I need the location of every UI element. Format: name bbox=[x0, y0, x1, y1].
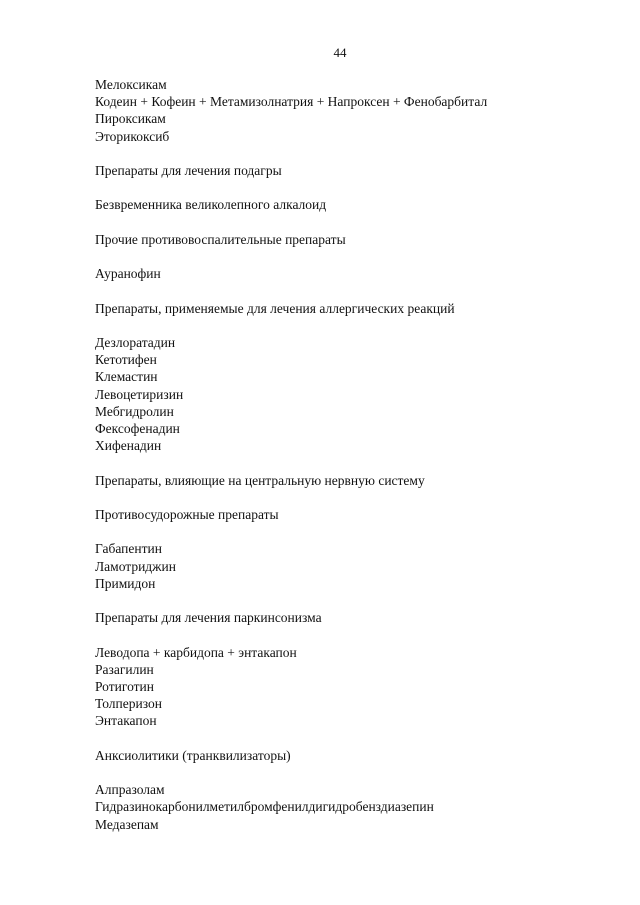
text-line: Дезлоратадин bbox=[95, 334, 176, 350]
paragraph-gap bbox=[95, 248, 615, 265]
text-line: Толперизон bbox=[95, 696, 162, 712]
text-line: Леводопа + карбидопа + энтакапон bbox=[95, 644, 297, 660]
text-line: Кетотифен bbox=[95, 352, 157, 368]
text-line: Мелоксикам bbox=[95, 77, 167, 92]
text-line: Примидон bbox=[95, 575, 156, 591]
text-line: Медазепам bbox=[95, 816, 159, 832]
text-line: Препараты для лечения подагры bbox=[95, 163, 282, 178]
text-line: Эторикоксиб bbox=[95, 128, 170, 144]
paragraph-gap bbox=[95, 523, 615, 540]
text-line: Препараты, влияющие на центральную нервную систему bbox=[95, 472, 425, 488]
text-line: Алпразолам bbox=[95, 782, 165, 798]
text-line: Прочие противовоспалительные препараты bbox=[95, 231, 346, 247]
paragraph-gap bbox=[95, 214, 615, 231]
text-line: Мебгидролин bbox=[95, 403, 174, 419]
text-line: Левоцетиризин bbox=[95, 386, 184, 402]
paragraph-gap bbox=[95, 179, 615, 196]
text-line: Энтакапон bbox=[95, 713, 157, 729]
text-line: Хифенадин bbox=[95, 438, 162, 454]
paragraph-gap bbox=[95, 282, 615, 299]
text-line: Гидразинокарбонилметилбромфенилдигидробенздиазепин bbox=[95, 799, 434, 815]
text-line: Кодеин + Кофеин + Метамизолнатрия + Напроксен + Фенобарбитал bbox=[95, 94, 488, 110]
paragraph-gap bbox=[95, 626, 615, 643]
paragraph-gap bbox=[95, 317, 615, 334]
text-line: Препараты, применяемые для лечения аллергических реакций bbox=[95, 300, 455, 316]
paragraph-gap bbox=[95, 592, 615, 609]
text-line: Анксиолитики (транквилизаторы) bbox=[95, 747, 291, 763]
text-line: Ротиготин bbox=[95, 678, 154, 694]
text-line: Габапентин bbox=[95, 541, 162, 557]
text-line: Безвременника великолепного алкалоид bbox=[95, 197, 327, 213]
paragraph-gap bbox=[95, 145, 615, 162]
document-body bbox=[95, 76, 615, 833]
text-line: Клемастин bbox=[95, 369, 158, 385]
text-line: Фексофенадин bbox=[95, 420, 180, 436]
paragraph-gap bbox=[95, 489, 615, 506]
text-line: Разагилин bbox=[95, 661, 154, 677]
page-number: 44 bbox=[333, 45, 347, 60]
text-line: Ауранофин bbox=[95, 266, 161, 282]
paragraph-gap bbox=[95, 454, 615, 471]
text-line: Препараты для лечения паркинсонизма bbox=[95, 610, 322, 626]
paragraph-gap bbox=[95, 764, 615, 781]
text-line: Противосудорожные препараты bbox=[95, 506, 279, 522]
text-line: Ламотриджин bbox=[95, 558, 176, 574]
text-line: Пироксикам bbox=[95, 111, 166, 127]
paragraph-gap bbox=[95, 730, 615, 747]
